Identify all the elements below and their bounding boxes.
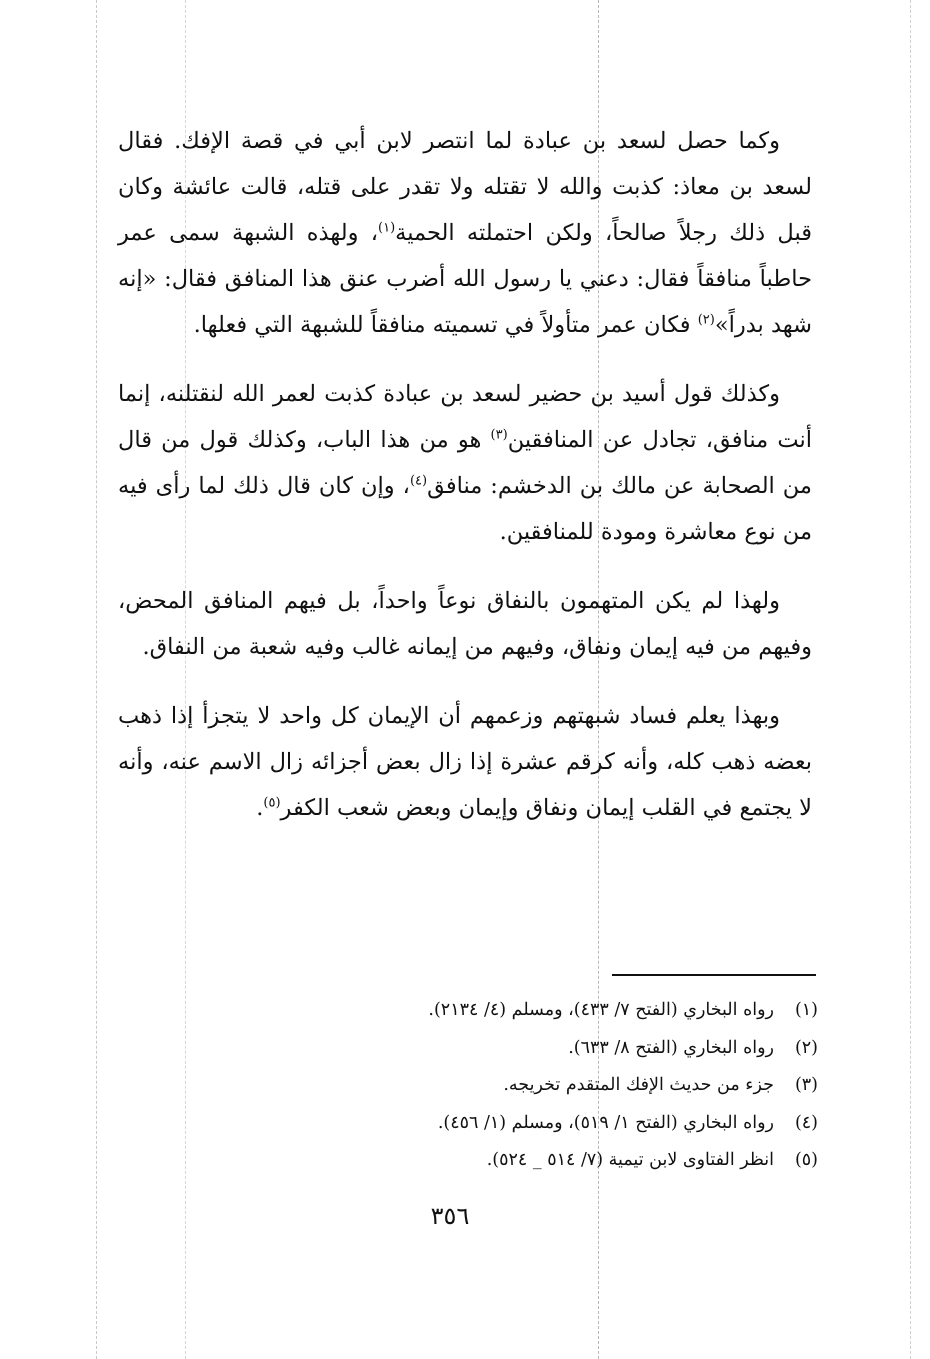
footnote-item <box>300 992 818 1030</box>
footnote-text: انظر الفتاوى لابن تيمية (٧/ ٥١٤ _ ٥٢٤). <box>486 1150 774 1170</box>
footnote-item <box>300 1142 818 1180</box>
text-segment: فكان عمر متأولاً في تسميته منافقاً للشبهة التي فعلها. <box>193 312 698 338</box>
text-segment: وكما حصل لسعد بن عبادة لما انتصر لابن أبي في قصة الإفك. فقال لسعد بن معاذ: كذبت والله لا تقتله ولا تقدر على قتله، قالت عائشة وكان قبل ذلك رجلاً صالحاً، ولكن احتملته الحمية <box>118 128 812 246</box>
footnote-text: رواه البخاري (الفتح ٧/ ٤٣٣)، ومسلم (٤/ ٢١٣٤). <box>428 1000 774 1020</box>
footnote-number: (٢) <box>794 1037 818 1058</box>
scan-artifact-line <box>910 0 911 1359</box>
text-segment: ولهذا لم يكن المتهمون بالنفاق نوعاً واحداً، بل فيهم المنافق المحض، وفيهم من فيه إيمان ونفاق، وفيهم من إيمانه غالب وفيه شعبة من النفاق. <box>118 588 812 660</box>
footnote-item <box>300 1067 818 1105</box>
paragraph-1 <box>118 118 812 348</box>
footnote-number: (١) <box>794 1000 818 1020</box>
footnote-item <box>300 1030 818 1068</box>
page-number: ٣٥٦ <box>430 1202 470 1230</box>
footnote-ref-4: (٤) <box>409 473 428 489</box>
footnote-ref-2: (٢) <box>697 312 715 328</box>
footnote-number: (٥) <box>794 1150 818 1170</box>
footnote-ref-5: (٥) <box>263 795 281 811</box>
footnote-ref-1: (١) <box>378 220 396 236</box>
paragraph-3 <box>118 578 812 670</box>
text-segment: وبهذا يعلم فساد شبهتهم وزعمهم أن الإيمان كل واحد لا يتجزأ إذا ذهب بعضه ذهب كله، وأنه كرقم عشرة إذا زال بعض أجزائه زال الاسم عنه، وأنه لا يجتمع في القلب إيمان ونفاق وإيمان وبعض شعب الكفر <box>118 703 812 821</box>
text-segment: . <box>256 795 264 821</box>
footnote-ref-3: (٣) <box>490 427 508 443</box>
footnote-text: رواه البخاري (الفتح ٨/ ٦٣٣). <box>568 1037 774 1058</box>
scan-artifact-line <box>96 0 97 1359</box>
text-segment: ، ولهذه الشبهة سمى عمر حاطباً منافقاً فقال: دعني يا رسول الله أضرب عنق هذا المنافق فقال: «إنه شهد بدراً» <box>118 220 812 338</box>
footnote-text: جزء من حديث الإفك المتقدم تخريجه. <box>503 1075 774 1095</box>
paragraph-4 <box>118 693 812 831</box>
text-segment: هو من هذا الباب، وكذلك قول من قال من الصحابة عن مالك بن الدخشم: منافق <box>118 427 812 499</box>
footnote-number: (٤) <box>794 1112 818 1133</box>
main-text <box>118 118 812 854</box>
footnotes <box>300 992 818 1180</box>
paragraph-2 <box>118 371 812 555</box>
text-segment: ، وإن كان قال ذلك لما رأى فيه من نوع معاشرة ومودة للمنافقين. <box>118 473 812 545</box>
footnote-item <box>300 1105 818 1143</box>
text-segment: وكذلك قول أسيد بن حضير لسعد بن عبادة كذبت لعمر الله لنقتلنه، إنما أنت منافق، تجادل عن المنافقين <box>118 381 812 453</box>
footnote-separator <box>612 974 816 976</box>
footnote-number: (٣) <box>794 1075 818 1095</box>
footnote-text: رواه البخاري (الفتح ١/ ٥١٩)، ومسلم (١/ ٤٥٦). <box>437 1112 774 1133</box>
